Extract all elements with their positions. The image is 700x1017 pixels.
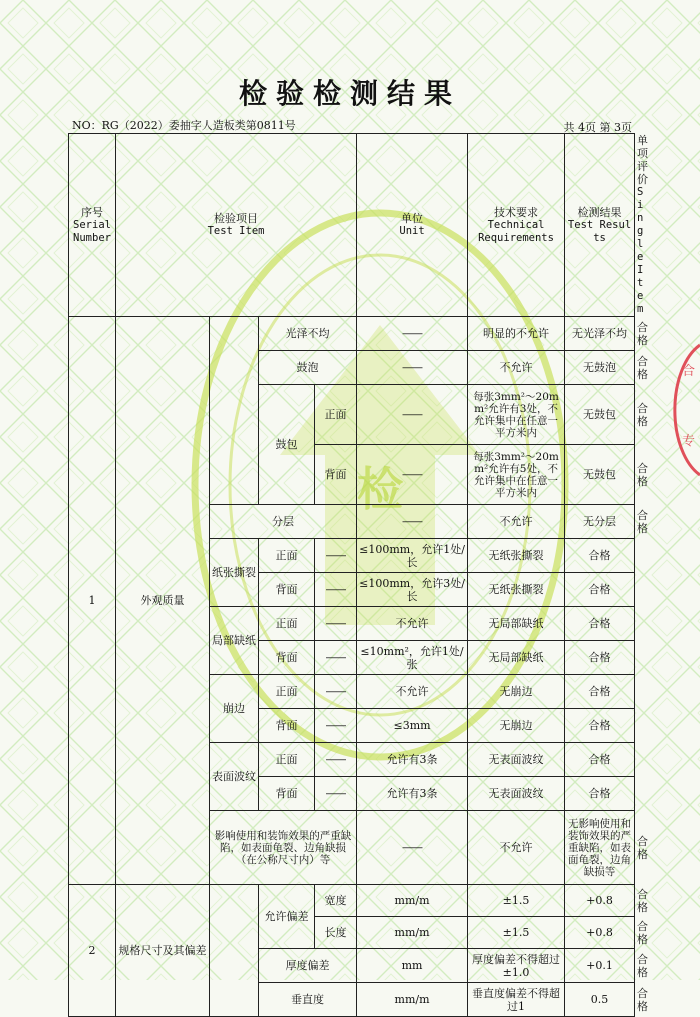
item-label: 光泽不均 — [259, 317, 357, 351]
unit-cell: mm — [357, 949, 468, 983]
item-label: 局部缺纸 — [210, 607, 259, 675]
evaluation-cell: 合格 — [565, 743, 635, 777]
table-row — [69, 317, 635, 351]
result-cell: 无崩边 — [468, 709, 565, 743]
header-serial: 序号 Serial Number — [69, 134, 116, 317]
page-info: 共 4页 第 3页 — [563, 121, 632, 134]
item-label: 表面波纹 — [210, 743, 259, 811]
group-number: 1 — [69, 317, 116, 885]
group-name: 规格尺寸及其偏差 — [116, 885, 210, 1017]
item-label: 分层 — [210, 505, 357, 539]
requirement-cell: ≤10mm²，允许1处/张 — [357, 641, 468, 675]
header-results: 检测结果 Test Results — [565, 134, 635, 317]
result-cell: +0.8 — [565, 917, 635, 949]
unit-cell: mm/m — [357, 917, 468, 949]
sub-item-label: 背面 — [259, 641, 315, 675]
sub-item-label: 背面 — [259, 573, 315, 607]
requirement-cell: 允许有3条 — [357, 743, 468, 777]
item-label: 垂直度 — [259, 983, 357, 1017]
unit-cell: —— — [315, 539, 357, 573]
evaluation-cell: 合格 — [565, 607, 635, 641]
item-label: 鼓包 — [259, 385, 315, 505]
svg-text:检: 检 — [357, 462, 403, 516]
result-cell: 无表面波纹 — [468, 777, 565, 811]
results-table — [68, 133, 649, 1017]
requirement-cell: ≤100mm，允许3处/长 — [357, 573, 468, 607]
requirement-cell: ±1.5 — [468, 917, 565, 949]
page-title: 检验检测结果 — [238, 77, 461, 110]
table-row — [69, 885, 635, 917]
unit-cell: —— — [315, 675, 357, 709]
evaluation-cell: 合格 — [565, 709, 635, 743]
requirement-cell: 每张3mm²～20mm²允许有5处，不允许集中在任意一平方米内 — [468, 445, 565, 505]
item-label: 鼓泡 — [259, 351, 357, 385]
requirement-cell: ±1.5 — [468, 885, 565, 917]
sub-item-label: 背面 — [259, 709, 315, 743]
requirement-cell: 每张3mm²～20mm²允许有3处，不允许集中在任意一平方米内 — [468, 385, 565, 445]
table-row: 垂直度 mm/m 垂直度偏差不得超过1 0.5 合格 — [69, 983, 635, 1017]
unit-cell: —— — [315, 777, 357, 811]
item-label: 影响使用和装饰效果的严重缺陷，如表面龟裂、边角缺损（在公称尺寸内）等 — [210, 811, 357, 885]
unit-cell: —— — [315, 743, 357, 777]
result-cell: 无鼓包 — [565, 385, 635, 445]
evaluation-cell: 合格 — [565, 539, 635, 573]
item-label: 崩边 — [210, 675, 259, 743]
unit-cell: —— — [357, 811, 468, 885]
red-side-stamp — [664, 335, 700, 485]
svg-text:合: 合 — [682, 364, 696, 379]
group-name: 外观质量 — [116, 317, 210, 885]
requirement-cell: 允许有3条 — [357, 777, 468, 811]
sub-item-label: 正面 — [259, 675, 315, 709]
svg-text:专: 专 — [682, 434, 696, 449]
result-cell: 无影响使用和装饰效果的严重缺陷，如表面龟裂，边角缺损等 — [565, 811, 635, 885]
evaluation-cell: 合格 — [565, 573, 635, 607]
sub-item-label: 正面 — [259, 743, 315, 777]
sub-item-label: 正面 — [315, 385, 357, 445]
item-label: 纸张撕裂 — [210, 539, 259, 607]
requirement-cell: 厚度偏差不得超过±1.0 — [468, 949, 565, 983]
result-cell: 无崩边 — [468, 675, 565, 709]
requirement-cell: 垂直度偏差不得超过1 — [468, 983, 565, 1017]
requirement-cell: ≤100mm，允许1处/长 — [357, 539, 468, 573]
unit-cell: —— — [315, 607, 357, 641]
sub-item-label: 背面 — [315, 445, 357, 505]
result-cell: 无分层 — [565, 505, 635, 539]
unit-cell: mm/m — [357, 983, 468, 1017]
sub-item-label: 正面 — [259, 539, 315, 573]
sub-item-label: 长度 — [315, 917, 357, 949]
unit-cell: —— — [315, 641, 357, 675]
result-cell: 无鼓泡 — [565, 351, 635, 385]
evaluation-cell: 合格 — [565, 675, 635, 709]
result-cell: 无局部缺纸 — [468, 641, 565, 675]
header-unit: 单位 Unit — [357, 134, 468, 317]
sub-item-label: 正面 — [259, 607, 315, 641]
result-cell: 无鼓包 — [565, 445, 635, 505]
evaluation-cell: 合格 — [565, 641, 635, 675]
result-cell: 无局部缺纸 — [468, 607, 565, 641]
report-number: NO：RG（2022）委抽字人造板类第0811号 — [72, 119, 296, 132]
result-cell: 无光泽不均 — [565, 317, 635, 351]
unit-cell: —— — [357, 505, 468, 539]
requirement-cell: ≤3mm — [357, 709, 468, 743]
requirement-cell: 不允许 — [357, 607, 468, 641]
result-cell: 无表面波纹 — [468, 743, 565, 777]
item-label: 允许偏差 — [259, 885, 315, 949]
requirement-cell: 不允许 — [357, 675, 468, 709]
result-cell: +0.8 — [565, 885, 635, 917]
unit-cell: mm/m — [357, 885, 468, 917]
unit-cell: —— — [357, 351, 468, 385]
requirement-cell: 不允许 — [468, 811, 565, 885]
evaluation-cell: 合格 — [565, 777, 635, 811]
group-number: 2 — [69, 885, 116, 1017]
requirement-cell: 不允许 — [468, 351, 565, 385]
sub-item-label: 背面 — [259, 777, 315, 811]
result-cell: 无纸张撕裂 — [468, 539, 565, 573]
header-test-item: 检验项目 Test Item — [116, 134, 357, 317]
item-label: 厚度偏差 — [259, 949, 357, 983]
unit-cell: —— — [315, 573, 357, 607]
requirement-cell: 明显的不允许 — [468, 317, 565, 351]
result-cell: 0.5 — [565, 983, 635, 1017]
unit-cell: —— — [315, 709, 357, 743]
requirement-cell: 不允许 — [468, 505, 565, 539]
unit-cell: —— — [357, 445, 468, 505]
unit-cell: —— — [357, 385, 468, 445]
result-cell: 无纸张撕裂 — [468, 573, 565, 607]
header-requirements: 技术要求 Technical Requirements — [468, 134, 565, 317]
sub-item-label: 宽度 — [315, 885, 357, 917]
result-cell: +0.1 — [565, 949, 635, 983]
header-row — [69, 134, 635, 317]
unit-cell: —— — [357, 317, 468, 351]
